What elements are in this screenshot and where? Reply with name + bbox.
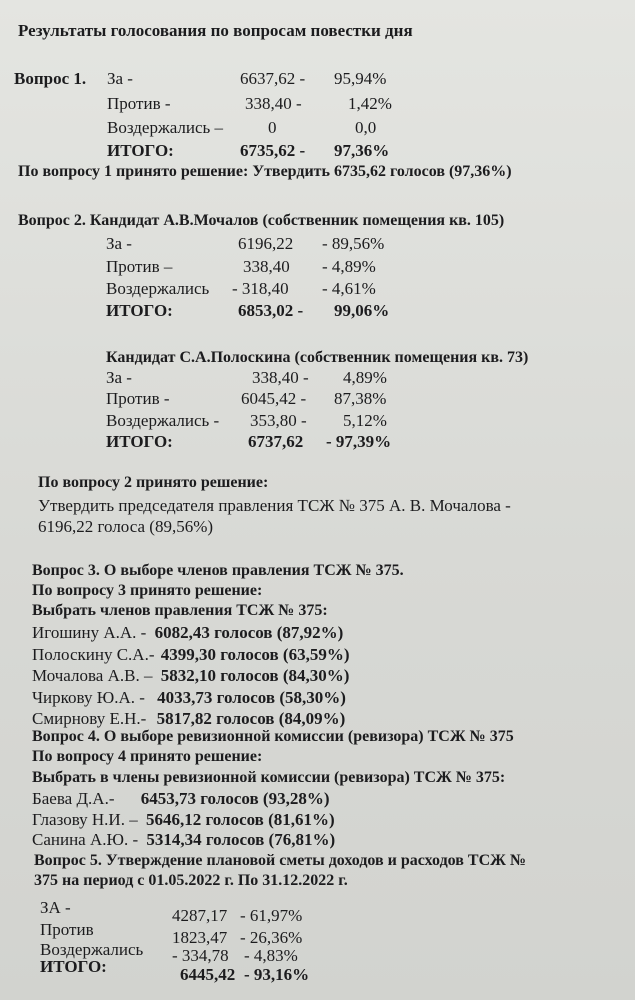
q1-abstain-pct: 0,0	[355, 118, 377, 137]
q5-abstain-votes: - 334,78	[172, 946, 229, 965]
q3-member-name: Полоскину С.А.-	[32, 645, 155, 664]
q2-abstain-name: Воздержались	[106, 279, 210, 298]
q4-member-name: Санина А.Ю. -	[32, 830, 139, 849]
q5-for-votes: 4287,17	[172, 906, 228, 925]
q1-for-votes: 6637,62 -	[240, 69, 306, 88]
q5-against-votes: 1823,47	[172, 928, 228, 947]
q1-for-pct: 95,94%	[334, 69, 387, 88]
q2-abstain-votes: - 318,40	[232, 279, 289, 298]
q2c2-total-pct: - 97,39%	[326, 432, 392, 451]
q5-for-pct: - 61,97%	[240, 906, 303, 925]
q2c2-abstain-name: Воздержались -	[106, 411, 220, 430]
q1-total-name: ИТОГО:	[107, 141, 174, 160]
q2-against-pct: - 4,89%	[322, 257, 376, 276]
q3-member-votes: 5832,10 голосов (84,30%)	[160, 666, 350, 685]
q2-heading: Вопрос 2. Кандидат А.В.Мочалов (собственник помещения кв. 105)	[18, 212, 505, 229]
q2c2-against-votes: 6045,42 -	[241, 389, 307, 408]
q4-decision-heading: По вопросу 4 принято решение:	[32, 748, 263, 765]
q2-for-votes: 6196,22	[238, 234, 294, 253]
q5-heading-line2: 375 на период с 01.05.2022 г. По 31.12.2022 г.	[34, 872, 348, 889]
q3-member-votes: 4399,30 голосов (63,59%)	[160, 645, 350, 664]
q3-member-votes: 6082,43 голосов (87,92%)	[154, 623, 344, 642]
q2-total-votes: 6853,02 -	[238, 301, 304, 320]
q2c2-for-pct: 4,89%	[343, 368, 387, 387]
q2-decision-line1: Утвердить председателя правления ТСЖ № 375 А. В. Мочалова -	[38, 496, 511, 515]
q3-select-heading: Выбрать членов правления ТСЖ № 375:	[32, 602, 328, 619]
q5-against-pct: - 26,36%	[240, 928, 303, 947]
q2-for-pct: - 89,56%	[322, 234, 385, 253]
q1-against-pct: 1,42%	[348, 94, 392, 113]
q1-total-votes: 6735,62 -	[240, 141, 306, 160]
q2-candidate2-heading: Кандидат С.А.Полоскина (собственник помещения кв. 73)	[106, 349, 529, 366]
q3-member-name: Смирнову Е.Н.-	[32, 709, 147, 728]
q2-decision-heading: По вопросу 2 принято решение:	[38, 474, 269, 491]
q2-total-name: ИТОГО:	[106, 301, 173, 320]
q1-label: Вопрос 1.	[14, 69, 87, 88]
q5-total-pct: - 93,16%	[244, 965, 310, 984]
q2-decision-line2: 6196,22 голоса (89,56%)	[38, 517, 214, 536]
q1-abstain-name: Воздержались –	[107, 118, 224, 137]
q1-abstain-votes: 0	[268, 118, 277, 137]
q4-member-name: Баева Д.А.-	[32, 789, 115, 808]
q2-against-name: Против –	[106, 257, 173, 276]
q2-against-votes: 338,40	[243, 257, 290, 276]
q2c2-for-votes: 338,40 -	[252, 368, 309, 387]
q1-for-name: За -	[107, 69, 133, 88]
q4-member-row	[32, 830, 335, 850]
page-title: Результаты голосования по вопросам повестки дня	[18, 21, 413, 40]
q5-heading-line1: Вопрос 5. Утверждение плановой сметы доходов и расходов ТСЖ №	[34, 852, 527, 869]
q3-member-name: Мочалова А.В. –	[32, 666, 153, 685]
q4-member-votes: 6453,73 голосов (93,28%)	[140, 789, 330, 808]
q5-against-name: Против	[40, 920, 94, 939]
q3-member-row	[32, 709, 345, 729]
q1-decision: По вопросу 1 принято решение: Утвердить 6735,62 голосов (97,36%)	[18, 163, 512, 180]
q2c2-abstain-votes: 353,80 -	[250, 411, 307, 430]
q5-for-name: ЗА -	[40, 898, 71, 917]
q3-member-votes: 4033,73 голосов (58,30%)	[157, 688, 346, 707]
q5-total-votes: 6445,42	[180, 965, 236, 984]
q4-member-row	[32, 810, 335, 830]
q5-abstain-name: Воздержались	[40, 940, 144, 959]
q3-member-row	[32, 623, 343, 643]
q2-abstain-pct: - 4,61%	[322, 279, 376, 298]
q1-against-votes: 338,40 -	[245, 94, 302, 113]
q3-member-row	[32, 688, 346, 708]
q3-member-votes: 5817,82 голосов (84,09%)	[156, 709, 346, 728]
q1-against-name: Против -	[107, 94, 171, 113]
q3-member-name: Игошину А.А. -	[32, 623, 147, 642]
q2-total-pct: 99,06%	[334, 301, 390, 320]
q5-abstain-pct: - 4,83%	[244, 946, 298, 965]
q2c2-against-pct: 87,38%	[334, 389, 387, 408]
q4-member-row	[32, 789, 330, 809]
q4-select-heading: Выбрать в члены ревизионной комиссии (ревизора) ТСЖ № 375:	[32, 769, 506, 786]
q1-total-pct: 97,36%	[334, 141, 390, 160]
q3-member-row	[32, 666, 349, 686]
q2-for-name: За -	[106, 234, 132, 253]
q4-member-votes: 5646,12 голосов (81,61%)	[145, 810, 335, 829]
q3-member-row	[32, 645, 350, 665]
q2c2-total-name: ИТОГО:	[106, 432, 173, 451]
q5-total-name: ИТОГО:	[40, 957, 107, 976]
q2c2-for-name: За -	[106, 368, 132, 387]
q4-member-votes: 5314,34 голосов (76,81%)	[146, 830, 336, 849]
q2c2-total-votes: 6737,62	[248, 432, 304, 451]
q4-member-name: Глазову Н.И. –	[32, 810, 138, 829]
q2c2-abstain-pct: 5,12%	[343, 411, 387, 430]
q3-heading: Вопрос 3. О выборе членов правления ТСЖ № 375.	[32, 562, 404, 579]
q4-heading: Вопрос 4. О выборе ревизионной комиссии (ревизора) ТСЖ № 375	[32, 728, 514, 745]
q2c2-against-name: Против -	[106, 389, 170, 408]
q3-decision-heading: По вопросу 3 принято решение:	[32, 582, 263, 599]
q3-member-name: Чиркову Ю.А. -	[32, 688, 145, 707]
